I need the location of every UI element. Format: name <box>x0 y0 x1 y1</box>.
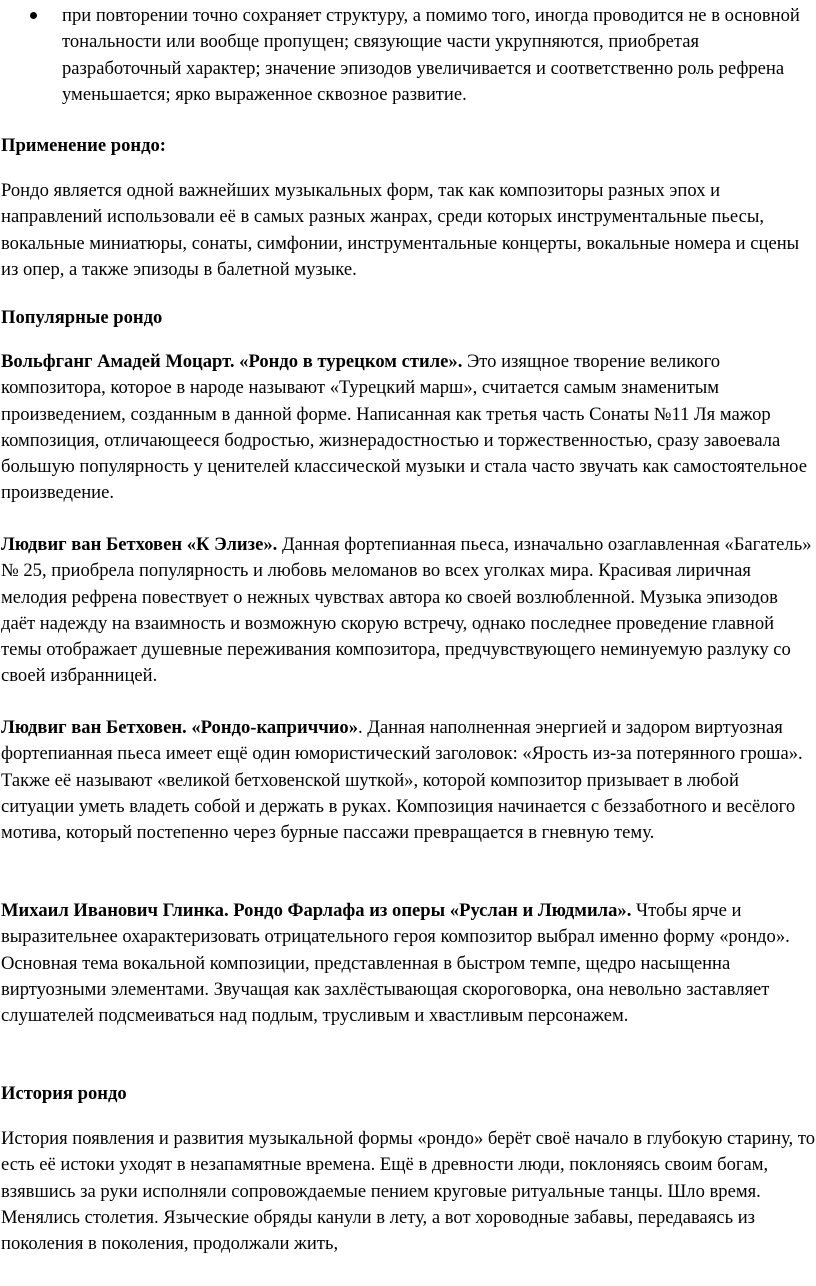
popular-heading: Популярные рондо <box>1 307 163 328</box>
history-paragraph: История появления и развития музыкальной формы «рондо» берёт своё начало в глубокую старину, то есть её истоки уходят в незапамятные времена. Ещё в древности люди, поклоняясь своим богам, взявшись за руки исполняли сопровождаемые пением круговые ритуальные танцы. Шло время. Менялись столетия. Языческие обряды канули в лету, а вот хороводные забавы, передаваясь из поколения в поколения, продолжали жить, <box>1 1128 816 1255</box>
mozart-paragraph <box>1 349 816 507</box>
mozart-text: Это изящное творение великого композитора, которое в народе называют «Турецкий марш», считается самым знаменитым произведением, созданным в данной форме. Написанная как третья часть Сонаты №11 Ля мажор композиция, отличающееся бодростью, жизнерадостностью и торжественностью, сразу завоевала большую популярность у ценителей классической музыки и стала часто звучать как самостоятельное произведение. <box>1 351 807 504</box>
application-paragraph: Рондо является одной важнейших музыкальных форм, так как композиторы разных эпох и направлений использовали её в самых разных жанрах, среди которых инструментальные пьесы, вокальные миниатюры, сонаты, симфонии, инструментальные концерты, вокальные номера и сцены из опер, а также эпизоды в балетной музыке. <box>1 180 800 280</box>
capriccio-text: . Данная наполненная энергией и задором виртуозная фортепианная пьеса имеет ещё один юмористический заголовок: «Ярость из-за потерянного гроша». Также её называют «великой бетховенской шуткой», которой композитор призывает в любой ситуации уметь владеть собой и держать в руках. Композиция начинается с беззаботного и весёлого мотива, который постепенно через бурные пассажи превращается в гневную тему. <box>1 717 803 844</box>
glinka-paragraph <box>1 898 816 1029</box>
capriccio-title: Людвиг ван Бетховен. «Рондо-каприччио» <box>1 717 358 738</box>
application-heading: Применение рондо: <box>1 135 166 156</box>
elise-paragraph <box>1 532 816 690</box>
bullet-item-text: при повторении точно сохраняет структуру, а помимо того, иногда проводится не в основной тональности или вообще пропущен; связующие части укрупняются, приобретая разработочный характер; значение эпизодов увеличивается и соответственно роль рефрена уменьшается; ярко выраженное сквозное развитие. <box>62 5 800 105</box>
glinka-title: Михаил Иванович Глинка. Рондо Фарлафа из оперы «Руслан и Людмила». <box>1 900 632 921</box>
elise-title: Людвиг ван Бетховен «К Элизе». <box>1 534 278 555</box>
bullet-point-icon <box>30 12 37 19</box>
glinka-text: Чтобы ярче и выразительнее охарактеризовать отрицательного героя композитор выбрал именно форму «рондо». Основная тема вокальной композиции, представленная в быстром темпе, щедро насыщенна виртуозными элементами. Звучащая как захлёстывающая скороговорка, она невольно заставляет слушателей подсмеиваться над подлым, трусливым и хвастливым персонажем. <box>1 900 790 1027</box>
mozart-title: Вольфганг Амадей Моцарт. «Рондо в турецком стиле». <box>1 351 463 372</box>
capriccio-paragraph <box>1 715 816 846</box>
history-heading: История рондо <box>1 1083 127 1104</box>
elise-text: Данная фортепианная пьеса, изначально озаглавленная «Багатель» № 25, приобрела популярность и любовь меломанов во всех уголках мира. Красивая лиричная мелодия рефрена повествует о нежных чувствах автора ко своей возлюбленной. Музыка эпизодов даёт надежду на взаимность и возможную скорую встречу, однако последнее проведение главной темы отображает душевные переживания композитора, предчувствующего неминуемую разлуку со своей избранницей. <box>1 534 812 687</box>
